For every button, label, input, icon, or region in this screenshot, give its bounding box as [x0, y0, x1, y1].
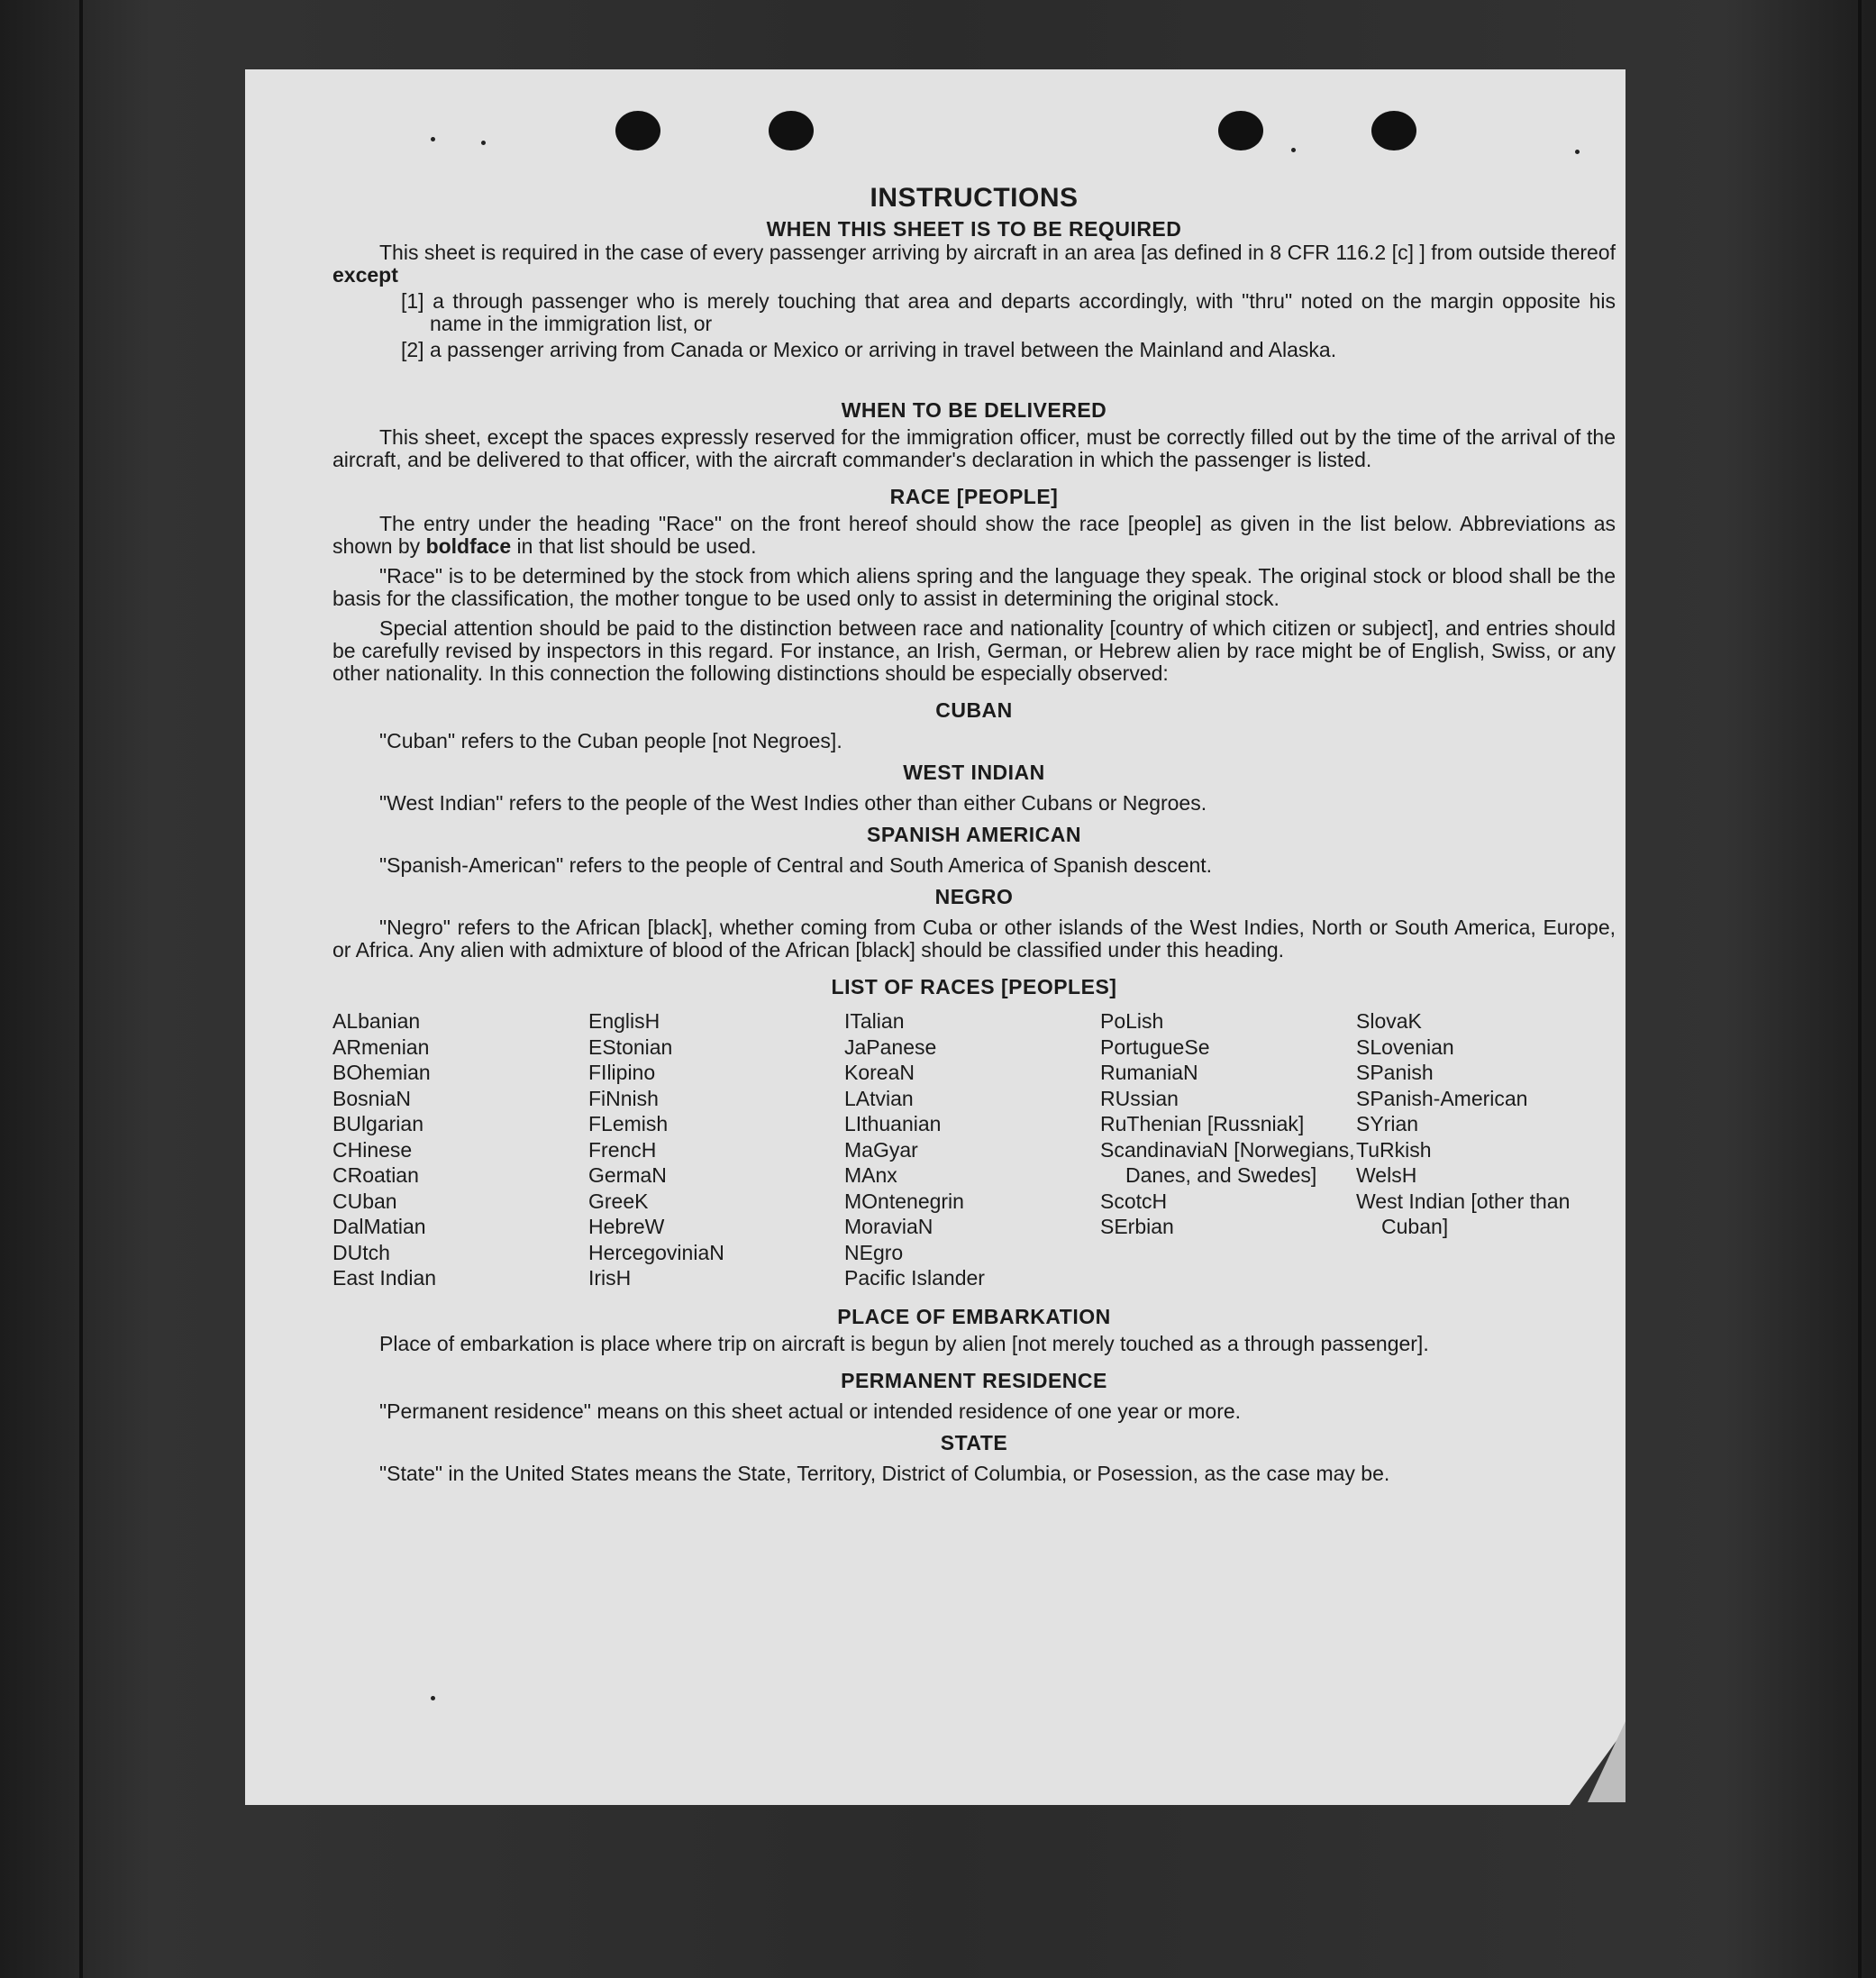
race-entry: CUban [332, 1189, 397, 1213]
punch-hole [769, 111, 814, 150]
punch-hole [1371, 111, 1416, 150]
section-heading: WHEN TO BE DELIVERED [841, 398, 1107, 422]
section-heading: PERMANENT RESIDENCE [841, 1368, 1107, 1392]
race-entry: SYrian [1356, 1112, 1419, 1135]
race-entry: PoLish [1100, 1009, 1164, 1033]
race-entry: HercegoviniaN [588, 1240, 724, 1264]
section-heading: RACE [PEOPLE] [889, 485, 1059, 508]
paragraph: Place of embarkation is place where trip on aircraft is begun by alien [not merely touched as a through passenger]. [379, 1331, 1429, 1355]
paragraph: "Cuban" refers to the Cuban people [not Negroes]. [379, 729, 842, 752]
race-entry: IrisH [588, 1266, 632, 1290]
paragraph [332, 513, 1616, 558]
folded-corner [1588, 1721, 1626, 1802]
section-heading: CUBAN [935, 698, 1013, 722]
race-entry: BosniaN [332, 1086, 411, 1110]
race-list [332, 1008, 1616, 1291]
paragraph: This sheet, except the spaces expressly reserved for the immigration officer, must be correctly filled out by the time of the arrival of the aircraft, and be delivered to that officer, with the aircraft commander's declaration in which the passenger is listed. [332, 425, 1616, 471]
race-entry: ScandinaviaN [Norwegians, Danes, and Swedes] [1100, 1137, 1355, 1187]
race-entry: CRoatian [332, 1163, 419, 1187]
paragraph: "West Indian" refers to the people of the West Indies other than either Cubans or Negroes. [379, 791, 1207, 815]
race-entry: BUlgarian [332, 1112, 423, 1135]
race-entry: GreeK [588, 1189, 649, 1213]
paragraph: "State" in the United States means the State, Territory, District of Columbia, or Posession, as the case may be. [379, 1461, 1390, 1485]
section-heading: LIST OF RACES [PEOPLES] [831, 975, 1117, 998]
punch-hole [1218, 111, 1263, 150]
instructions-content [332, 182, 1616, 1485]
race-column [1356, 1008, 1612, 1291]
race-entry: ScotcH [1100, 1189, 1168, 1213]
race-entry: FrencH [588, 1137, 657, 1162]
race-entry: ALbanian [332, 1009, 421, 1033]
section-heading: PLACE OF EMBARKATION [837, 1304, 1111, 1328]
section-heading: SPANISH AMERICAN [866, 823, 1081, 846]
race-entry: PortugueSe [1100, 1035, 1210, 1059]
race-entry: TuRkish [1356, 1137, 1432, 1162]
document-title: INSTRUCTIONS [870, 183, 1079, 213]
race-entry: LIthuanian [844, 1112, 942, 1135]
race-entry: SlovaK [1356, 1009, 1422, 1033]
race-entry: SErbian [1100, 1215, 1174, 1238]
race-entry: ITalian [844, 1009, 905, 1033]
race-entry: MAnx [844, 1163, 897, 1187]
race-entry: MOntenegrin [844, 1189, 964, 1213]
race-entry: FiNnish [588, 1086, 659, 1110]
speck [481, 141, 486, 145]
race-entry: JaPanese [844, 1035, 937, 1059]
paragraph: "Negro" refers to the African [black], whether coming from Cuba or other islands of the West Indies, North or South America, Europe, or Africa. Any alien with admixture of blood of the African [black] should be classified under this heading. [332, 916, 1616, 962]
race-entry: EStonian [588, 1035, 673, 1059]
emphasis-boldface: boldface [425, 534, 512, 558]
speck [431, 137, 435, 141]
paragraph-text: This sheet is required in the case of every passenger arriving by aircraft in an area [as defined in 8 CFR 116.2 [c] ] from outside thereof [379, 241, 1616, 264]
speck [1575, 150, 1580, 154]
race-entry: EnglisH [588, 1009, 660, 1033]
race-entry: SPanish [1356, 1061, 1434, 1084]
race-entry: KoreaN [844, 1061, 915, 1084]
race-entry: WelsH [1356, 1163, 1417, 1187]
paragraph: "Race" is to be determined by the stock from which aliens spring and the language they speak. The original stock or blood shall be the basis for the classification, the mother tongue to be used only to assist in determining the original stock. [332, 564, 1616, 610]
section-heading: NEGRO [934, 885, 1014, 908]
list-item: [2] a passenger arriving from Canada or Mexico or arriving in travel between the Mainland and Alaska. [401, 338, 1337, 361]
race-entry: NEgro [844, 1240, 904, 1264]
race-entry: FLemish [588, 1112, 669, 1135]
race-entry: HebreW [588, 1215, 665, 1238]
race-entry: CHinese [332, 1137, 413, 1162]
paragraph: "Permanent residence" means on this sheet actual or intended residence of one year or more. [379, 1399, 1242, 1423]
race-entry: MaGyar [844, 1137, 918, 1162]
speck [1291, 148, 1296, 152]
punch-hole [615, 111, 660, 150]
race-entry: West Indian [other than Cuban] [1356, 1189, 1571, 1238]
section-heading: WHEN THIS SHEET IS TO BE REQUIRED [766, 217, 1182, 241]
race-entry: Pacific Islander [844, 1266, 985, 1290]
race-entry: DUtch [332, 1240, 390, 1264]
race-column [1100, 1008, 1356, 1291]
speck [431, 1696, 435, 1700]
scan-edge-left [79, 0, 83, 1978]
emphasis-except: except [332, 263, 398, 287]
race-entry: BOhemian [332, 1061, 431, 1084]
race-column [844, 1008, 1100, 1291]
paragraph: "Spanish-American" refers to the people of Central and South America of Spanish descent. [379, 853, 1213, 877]
race-entry: ARmenian [332, 1035, 430, 1059]
race-entry: SPanish-American [1356, 1086, 1528, 1110]
race-column [588, 1008, 844, 1291]
race-entry: RumaniaN [1100, 1061, 1198, 1084]
race-entry: LAtvian [844, 1086, 914, 1110]
race-entry: RUssian [1100, 1086, 1179, 1110]
race-entry: RuThenian [Russniak] [1100, 1112, 1305, 1135]
race-entry: MoraviaN [844, 1215, 933, 1238]
paragraph-text: The entry under the heading "Race" on the front hereof should show the race [people] as given in the list below. Abbreviations as shown by [332, 512, 1616, 558]
race-entry: East Indian [332, 1266, 437, 1290]
paragraph-text: in that list should be used. [516, 534, 757, 558]
race-entry: FIlipino [588, 1061, 656, 1084]
paragraph [332, 242, 1616, 287]
race-entry: DalMatian [332, 1215, 426, 1238]
scan-edge-right [1858, 0, 1862, 1978]
race-entry: SLovenian [1356, 1035, 1454, 1059]
race-column [332, 1008, 588, 1291]
list-item: [1] a through passenger who is merely touching that area and departs accordingly, with "thru" noted on the margin opposite his name in the immigration list, or [401, 289, 1616, 335]
section-heading: WEST INDIAN [903, 761, 1045, 784]
paragraph: Special attention should be paid to the distinction between race and nationality [country of which citizen or subject], and entries should be carefully revised by inspectors in this regard. For instance, an Irish, German, or Hebrew alien by race might be of English, Swiss, or any other nationality. In this connection the following distinctions should be especially observed: [332, 616, 1616, 685]
section-heading: STATE [940, 1430, 1008, 1454]
race-entry: GermaN [588, 1163, 667, 1187]
